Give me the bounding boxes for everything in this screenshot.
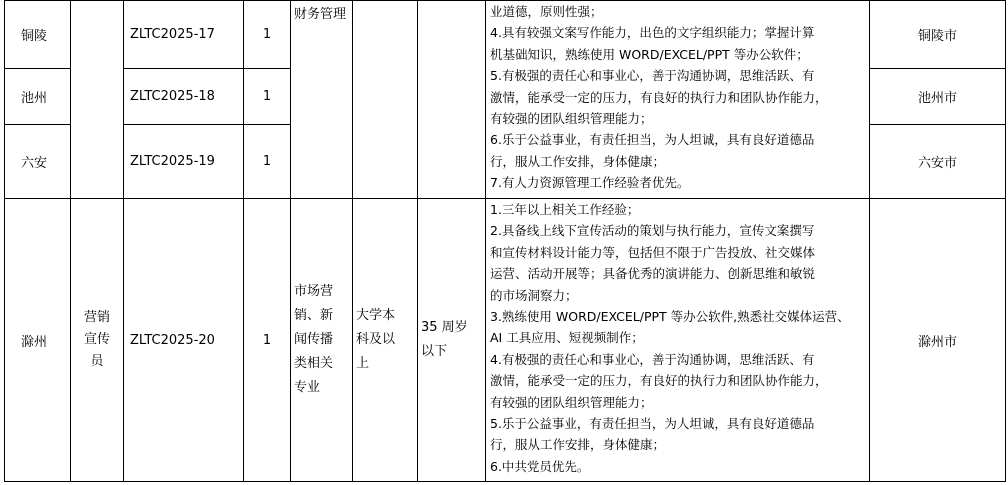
requirement-line: 5.有极强的责任心和事业心，善于沟通协调，思维活跃、有 [490, 68, 815, 84]
requirement-line: 2.具备线上线下宣传活动的策划与执行能力，宣传文案撰写 [490, 223, 815, 239]
requirement-line: 和宣传材料设计能力等，包括但不限于广告投放、社交媒体 [490, 244, 816, 260]
region-cell: 铜陵 [5, 1, 71, 69]
age-line: 35 周岁 [421, 320, 468, 335]
requirement-line: 的市场洞察力； [490, 287, 578, 303]
requirement-line: 运营、活动开展等；具备优秀的演讲能力、创新思维和敏锐 [490, 266, 816, 282]
position-line: 员 [90, 354, 104, 369]
requirement-line: 机基础知识，熟练使用 WORD/EXCEL/PPT 等办公软件； [490, 46, 809, 62]
work-location-cell: 铜陵市 [870, 1, 1006, 69]
position-line: 宣传 [83, 332, 110, 347]
headcount-cell: 1 [244, 69, 291, 125]
requirement-line: 7.有人力资源管理工作经验者优先。 [490, 175, 690, 191]
position-cell [71, 1, 124, 199]
major-cell: 财务管理 [291, 1, 353, 199]
table-row [5, 199, 1006, 482]
requirement-line: 4.有极强的责任心和事业心，善于沟通协调，思维活跃、有 [490, 351, 815, 367]
work-location-cell: 六安市 [870, 125, 1006, 199]
region-cell: 六安 [5, 125, 71, 199]
position-cell [71, 199, 124, 482]
requirement-line: 行，服从工作安排，身体健康； [490, 437, 666, 453]
requirement-line: 激情，能承受一定的压力，有良好的执行力和团队协作能力， [490, 89, 828, 105]
education-cell [353, 1, 418, 199]
requirements-cell [486, 199, 870, 482]
major-line: 销、新 [294, 308, 334, 323]
position-line: 营销 [83, 310, 110, 325]
position-code-cell: ZLTC2025-20 [124, 199, 244, 482]
headcount-cell: 1 [244, 1, 291, 69]
requirement-line: 业道德，原则性强； [490, 4, 603, 19]
requirement-line: 1.三年以上相关工作经验； [490, 202, 640, 217]
age-cell [418, 1, 486, 199]
education-line: 大学本 [356, 308, 396, 323]
age-cell [418, 199, 486, 482]
requirement-line: 激情，能承受一定的压力，有良好的执行力和团队协作能力， [490, 373, 828, 389]
requirement-line: 4.具有较强文案写作能力，出色的文字组织能力；掌握计算 [490, 25, 815, 41]
region-cell: 滁州 [5, 199, 71, 482]
work-location-cell: 滁州市 [870, 199, 1006, 482]
headcount-cell: 1 [244, 199, 291, 482]
major-line: 闻传播 [294, 332, 334, 347]
major-line: 类相关 [294, 356, 334, 371]
requirement-line: 6.乐于公益事业，有责任担当，为人坦诚，具有良好道德品 [490, 132, 815, 148]
major-line: 专业 [294, 380, 321, 395]
requirement-line: 行，服从工作安排，身体健康； [490, 153, 666, 169]
education-line: 科及以 [356, 332, 396, 347]
education-cell [353, 199, 418, 482]
headcount-cell: 1 [244, 125, 291, 199]
requirement-line: 3.熟练使用 WORD/EXCEL/PPT 等办公软件,熟悉社交媒体运营、 [490, 309, 850, 325]
requirement-line: AI 工具应用、短视频制作； [490, 330, 644, 346]
position-code-cell: ZLTC2025-19 [124, 125, 244, 199]
requirements-cell [486, 1, 870, 199]
requirement-line: 有较强的团队组织管理能力； [490, 394, 653, 410]
major-line: 市场营 [294, 284, 334, 299]
age-line: 以下 [421, 344, 448, 359]
position-code-cell: ZLTC2025-18 [124, 69, 244, 125]
major-cell [291, 199, 353, 482]
work-location-cell: 池州市 [870, 69, 1006, 125]
requirement-line: 5.乐于公益事业，有责任担当，为人坦诚，具有良好道德品 [490, 416, 815, 432]
table-row [5, 1, 1006, 69]
education-line: 上 [356, 356, 370, 371]
requirement-line: 有较强的团队组织管理能力； [490, 111, 653, 127]
job-requirements-table [4, 0, 1006, 482]
position-code-cell: ZLTC2025-17 [124, 1, 244, 69]
requirement-line: 6.中共党员优先。 [490, 458, 590, 474]
region-cell: 池州 [5, 69, 71, 125]
